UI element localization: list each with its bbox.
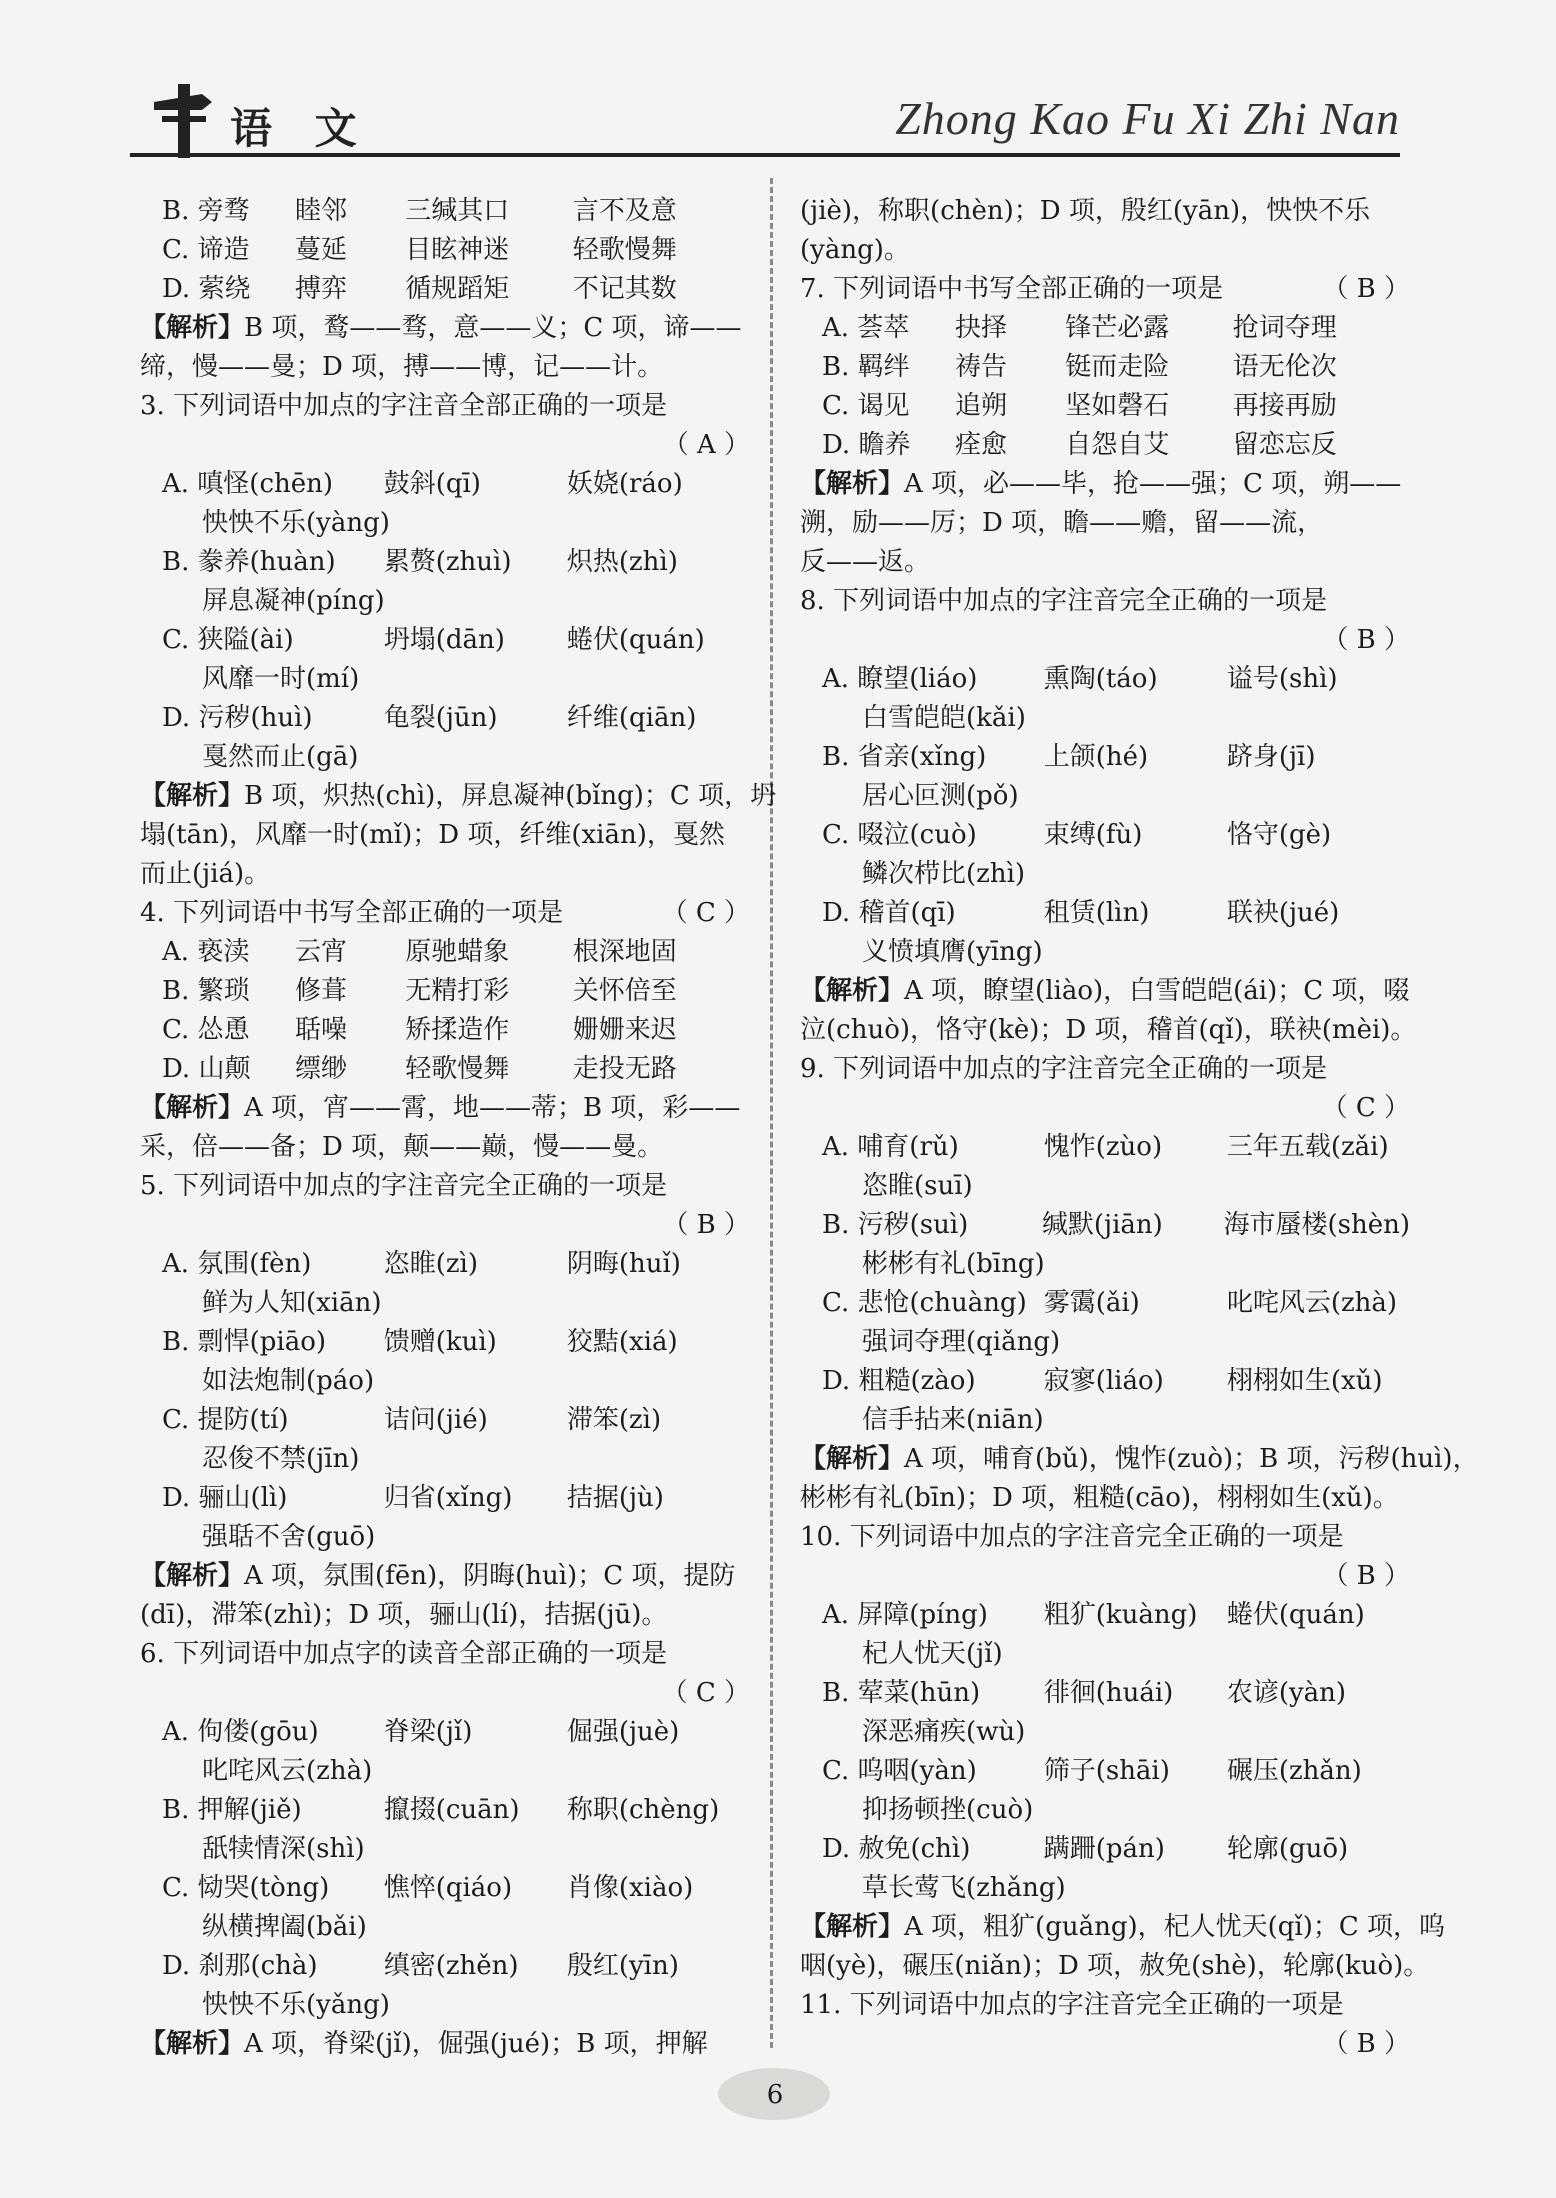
option-row [140, 699, 750, 738]
option-continuation: 深恶痛疾(wù) [862, 1717, 1026, 1747]
option-row [800, 348, 1410, 387]
explanation-line [800, 465, 1410, 504]
option-cell: 留恋忘反 [1232, 430, 1337, 460]
option-cell: A. 嗔怪(chēn) [162, 469, 334, 499]
option-row [140, 1713, 750, 1752]
text-line: 溯，励——厉；D 项，瞻——赡，留——流， [800, 508, 1324, 538]
option-cell: 联袂(jué) [1226, 898, 1340, 928]
option-continuation: 恣睢(suī) [862, 1171, 973, 1201]
option-cell: D. 山颠 [162, 1054, 251, 1084]
option-cell: 殷红(yīn) [566, 1951, 679, 1981]
option-cell: 矫揉造作 [405, 1015, 510, 1045]
option-cell: 妖娆(ráo) [566, 469, 683, 499]
option-cell: 聒噪 [294, 1015, 347, 1045]
answer-key: （ B ） [1322, 1561, 1410, 1591]
option-cell: 自怨自艾 [1065, 430, 1170, 460]
option-cell: B. 繁琐 [162, 976, 250, 1006]
option-cell: 馈赠(kuì) [383, 1327, 497, 1357]
option-continuation: 叱咤风云(zhà) [202, 1756, 373, 1786]
option-cell: 徘徊(huái) [1043, 1678, 1174, 1708]
option-continuation: 忍俊不禁(jīn) [202, 1444, 360, 1474]
option-row [140, 465, 750, 504]
text-line: 咽(yè)，碾压(niǎn)；D 项，赦免(shè)，轮廓(kuò)。 [800, 1951, 1430, 1981]
option-cell: 称职(chèng) [566, 1795, 720, 1825]
option-row [800, 1596, 1410, 1635]
option-cell: 祷告 [954, 352, 1007, 382]
option-row [140, 543, 750, 582]
option-cell: D. 污秽(huì) [162, 703, 313, 733]
option-cell: 三缄其口 [405, 196, 510, 226]
option-cell: 修葺 [294, 976, 347, 1006]
option-cell: B. 污秽(suì) [822, 1210, 969, 1240]
option-cell: 海市蜃楼(shèn) [1223, 1210, 1410, 1240]
option-cell: A. 屏障(píng) [822, 1600, 988, 1630]
option-continuation: 杞人忧天(jǐ) [862, 1639, 1003, 1669]
option-cell: 束缚(fù) [1043, 820, 1143, 850]
text-line: 反——返。 [800, 547, 931, 577]
option-cell: B. 省亲(xǐng) [822, 742, 987, 772]
option-cell: 纤维(qiān) [566, 703, 697, 733]
option-cell: 关怀倍至 [572, 976, 677, 1006]
option-cell: 走投无路 [572, 1054, 677, 1084]
option-cell: 抉择 [954, 313, 1007, 343]
option-cell: 不记其数 [572, 274, 677, 304]
option-row [800, 1830, 1410, 1869]
question-stem: 8. 下列词语中加点的字注音完全正确的一项是 [800, 586, 1328, 616]
option-row [800, 894, 1410, 933]
option-continuation: 屏息凝神(píng) [202, 586, 385, 616]
explanation-text: A 项，粗犷(guǎng)，杞人忧天(qǐ)；C 项，呜 [904, 1912, 1446, 1942]
explanation-tag: 【解析】 [140, 313, 245, 343]
option-cell: 蜷伏(quán) [566, 625, 705, 655]
option-cell: 云宵 [294, 937, 347, 967]
text-line: 缔，慢——曼；D 项，搏——博，记——计。 [140, 352, 664, 382]
option-row [140, 1869, 750, 1908]
option-cell: 语无伦次 [1232, 352, 1337, 382]
option-cell: 锋芒必露 [1065, 313, 1170, 343]
option-cell: 租赁(lìn) [1043, 898, 1150, 928]
series-title: Zhong Kao Fu Xi Zhi Nan [895, 93, 1400, 144]
option-row [140, 933, 750, 972]
option-cell: C. 谛造 [162, 235, 250, 265]
option-continuation: 戛然而止(gā) [202, 742, 359, 772]
option-row [140, 270, 750, 309]
option-cell: 龟裂(jūn) [383, 703, 498, 733]
option-cell: A. 瞭望(liáo) [822, 664, 978, 694]
option-cell: 轮廓(guō) [1226, 1834, 1349, 1864]
option-row [140, 1050, 750, 1089]
question-stem [140, 894, 750, 933]
option-cell: D. 瞻养 [822, 430, 911, 460]
signpost-logo-icon [152, 80, 216, 160]
option-cell: 缥缈 [294, 1054, 347, 1084]
explanation-tag: 【解析】 [140, 781, 245, 811]
explanation-text: A 项，宵——霄，地——蒂；B 项，彩—— [244, 1093, 741, 1123]
explanation-line [800, 972, 1410, 1011]
text-line: (jiè)，称职(chèn)；D 项，殷红(yān)，怏怏不乐 [800, 196, 1371, 226]
option-cell: 轻歌慢舞 [405, 1054, 510, 1084]
option-continuation: 如法炮制(páo) [202, 1366, 375, 1396]
option-continuation: 抑扬顿挫(cuò) [862, 1795, 1034, 1825]
option-cell: 拮据(jù) [566, 1483, 664, 1513]
option-cell: 炽热(zhì) [566, 547, 678, 577]
text-line: 泣(chuò)，恪守(kè)；D 项，稽首(qǐ)，联袂(mèi)。 [800, 1015, 1417, 1045]
option-cell: 缄默(jiān) [1041, 1210, 1163, 1240]
explanation-line [140, 777, 777, 816]
explanation-line [140, 1089, 750, 1128]
explanation-text: B 项，鹜——骛，意——义；C 项，谛—— [244, 313, 742, 343]
option-cell: 归省(xǐng) [383, 1483, 513, 1513]
option-row [140, 1323, 750, 1362]
option-cell: B. 旁骛 [162, 196, 250, 226]
option-row [800, 738, 1410, 777]
option-cell: 缜密(zhěn) [383, 1951, 519, 1981]
option-cell: D. 刹那(chà) [162, 1951, 318, 1981]
option-cell: 睦邻 [294, 196, 347, 226]
option-row [140, 1245, 750, 1284]
answer-key-line [140, 426, 750, 465]
option-row [800, 1752, 1410, 1791]
header-rule [130, 153, 1400, 157]
option-cell: 跻身(jī) [1226, 742, 1316, 772]
option-cell: 雾霭(ǎi) [1043, 1288, 1140, 1318]
answer-key: （ B ） [1322, 274, 1410, 304]
question-text: 4. 下列词语中书写全部正确的一项是 [140, 898, 564, 928]
option-row [140, 621, 750, 660]
explanation-text: A 项，脊梁(jǐ)，倔强(jué)；B 项，押解 [244, 2029, 708, 2059]
option-continuation: 强聒不舍(guō) [202, 1522, 376, 1552]
option-cell: B. 豢养(huàn) [162, 547, 336, 577]
option-cell: 三年五载(zǎi) [1226, 1132, 1389, 1162]
option-continuation: 鲜为人知(xiān) [202, 1288, 382, 1318]
option-cell: A. 氛围(fèn) [162, 1249, 312, 1279]
option-row [800, 660, 1410, 699]
explanation-line [800, 1440, 1479, 1479]
answer-key-line [140, 1206, 750, 1245]
question-stem: 10. 下列词语中加点的字注音完全正确的一项是 [800, 1522, 1344, 1552]
option-cell: D. 赦免(chì) [822, 1834, 971, 1864]
option-continuation: 风靡一时(mí) [202, 664, 360, 694]
option-cell: B. 荤菜(hūn) [822, 1678, 981, 1708]
answer-key: （ B ） [1322, 2029, 1410, 2059]
answer-key: （ A ） [662, 430, 750, 460]
option-continuation: 草长莺飞(zhǎng) [862, 1873, 1066, 1903]
option-cell: B. 剽悍(piāo) [162, 1327, 327, 1357]
text-line: 塌(tān)，风靡一时(mǐ)；D 项，纤维(xiān)，戛然 [140, 820, 725, 850]
option-row [140, 1011, 750, 1050]
option-cell: A. 佝偻(gōu) [162, 1717, 319, 1747]
option-cell: 倔强(juè) [566, 1717, 680, 1747]
right-column [800, 192, 1479, 2064]
option-cell: C. 狭隘(ài) [162, 625, 294, 655]
option-continuation: 纵横捭阖(bǎi) [202, 1912, 367, 1942]
text-line: (yàng)。 [800, 235, 910, 265]
option-cell: C. 啜泣(cuò) [822, 820, 977, 850]
option-cell: D. 粗糙(zào) [822, 1366, 976, 1396]
option-cell: C. 谒见 [822, 391, 910, 421]
option-cell: 蔓延 [294, 235, 347, 265]
explanation-tag: 【解析】 [800, 1444, 905, 1474]
explanation-line [140, 309, 750, 348]
option-continuation: 舐犊情深(shì) [202, 1834, 365, 1864]
option-cell: 憔悴(qiáo) [383, 1873, 513, 1903]
explanation-line [140, 1557, 750, 1596]
option-cell: 阴晦(huǐ) [566, 1249, 681, 1279]
option-continuation: 信手拈来(niān) [862, 1405, 1044, 1435]
option-row [800, 426, 1410, 465]
option-cell: 寂寥(liáo) [1043, 1366, 1164, 1396]
option-cell: 恣睢(zì) [383, 1249, 479, 1279]
option-cell: 铤而走险 [1065, 352, 1170, 382]
option-cell: A. 哺育(rǔ) [822, 1132, 959, 1162]
option-cell: 言不及意 [572, 196, 677, 226]
option-row [800, 1362, 1410, 1401]
left-column [140, 192, 777, 2064]
explanation-text: B 项，炽热(chì)，屏息凝神(bǐng)；C 项，坍 [244, 781, 777, 811]
option-row [140, 192, 750, 231]
answer-key: （ C ） [661, 898, 750, 928]
option-continuation: 强词夺理(qiǎng) [862, 1327, 1061, 1357]
option-cell: D. 稽首(qī) [822, 898, 956, 928]
explanation-line [800, 1908, 1446, 1947]
text-line: 采，倍——备；D 项，颠——巅，慢——曼。 [140, 1132, 664, 1162]
option-cell: B. 押解(jiě) [162, 1795, 302, 1825]
option-continuation: 彬彬有礼(bīng) [862, 1249, 1045, 1279]
subject-title: 语 文 [230, 104, 371, 153]
option-cell: 目眩神迷 [405, 235, 510, 265]
explanation-tag: 【解析】 [140, 2029, 245, 2059]
question-text: 7. 下列词语中书写全部正确的一项是 [800, 274, 1224, 304]
option-cell: 肖像(xiào) [566, 1873, 694, 1903]
option-cell: 农谚(yàn) [1226, 1678, 1347, 1708]
option-cell: D. 骊山(lì) [162, 1483, 288, 1513]
option-cell: 筛子(shāi) [1043, 1756, 1170, 1786]
answer-key-line [800, 1557, 1410, 1596]
question-stem: 9. 下列词语中加点的字注音完全正确的一项是 [800, 1054, 1328, 1084]
option-cell: 栩栩如生(xǔ) [1226, 1366, 1383, 1396]
option-cell: 搏弈 [294, 274, 347, 304]
option-row [800, 816, 1410, 855]
option-cell: 坍塌(dān) [383, 625, 505, 655]
answer-key-line [800, 2025, 1410, 2064]
option-row [800, 309, 1410, 348]
option-continuation: 居心叵测(pǒ) [862, 781, 1019, 811]
option-cell: B. 羁绊 [822, 352, 910, 382]
option-cell: 叱咤风云(zhà) [1226, 1288, 1398, 1318]
option-cell: 碾压(zhǎn) [1226, 1756, 1362, 1786]
option-cell: 诘问(jié) [383, 1405, 488, 1435]
explanation-text: A 项，瞭望(liào)，白雪皑皑(ái)；C 项，啜 [904, 976, 1410, 1006]
explanation-text: A 项，必——毕，抢——强；C 项，朔—— [904, 469, 1402, 499]
option-cell: 熏陶(táo) [1043, 664, 1158, 694]
option-row [140, 1791, 750, 1830]
answer-key-line [140, 1674, 750, 1713]
option-continuation: 白雪皑皑(kǎi) [862, 703, 1026, 733]
explanation-text: A 项，氛围(fēn)，阴晦(huì)；C 项，提防 [244, 1561, 736, 1591]
option-cell: 谥号(shì) [1226, 664, 1338, 694]
option-cell: C. 提防(tí) [162, 1405, 289, 1435]
page-number: 6 [766, 2080, 784, 2110]
option-cell: 姗姗来迟 [572, 1015, 677, 1045]
option-row [800, 1284, 1410, 1323]
answer-key-line [800, 1089, 1410, 1128]
option-cell: D. 萦绕 [162, 274, 251, 304]
option-row [800, 1128, 1410, 1167]
option-row [140, 231, 750, 270]
explanation-line [140, 2025, 750, 2064]
option-cell: 追朔 [954, 391, 1007, 421]
option-cell: 狡黠(xiá) [566, 1327, 678, 1357]
option-cell: 根深地固 [572, 937, 677, 967]
question-stem [800, 270, 1410, 309]
option-cell: 坚如磬石 [1065, 391, 1170, 421]
text-line: 而止(jiá)。 [140, 859, 271, 889]
option-continuation: 义愤填膺(yīng) [862, 937, 1043, 967]
option-cell: 轻歌慢舞 [572, 235, 677, 265]
option-cell: 原驰蜡象 [405, 937, 510, 967]
page-header [130, 70, 1400, 162]
option-cell: 鼓斜(qī) [383, 469, 481, 499]
option-cell: A. 荟萃 [822, 313, 910, 343]
option-cell: 循规蹈矩 [405, 274, 510, 304]
option-cell: A. 亵渎 [162, 937, 250, 967]
answer-key-line [800, 621, 1410, 660]
option-cell: 攛掇(cuān) [383, 1795, 520, 1825]
option-cell: C. 悲怆(chuàng) [822, 1288, 1027, 1318]
question-stem: 11. 下列词语中加点的字注音完全正确的一项是 [800, 1990, 1344, 2020]
option-continuation: 怏怏不乐(yàng) [202, 508, 390, 538]
option-continuation: 鳞次栉比(zhì) [862, 859, 1026, 889]
question-stem: 6. 下列词语中加点字的读音全部正确的一项是 [140, 1639, 668, 1669]
answer-key: （ B ） [662, 1210, 750, 1240]
option-continuation: 怏怏不乐(yǎng) [202, 1990, 390, 2020]
explanation-tag: 【解析】 [800, 469, 905, 499]
explanation-text: A 项，哺育(bǔ)，愧怍(zuò)；B 项，污秽(huì)， [904, 1444, 1479, 1474]
option-cell: 抢词夺理 [1232, 313, 1337, 343]
option-cell: 上颌(hé) [1043, 742, 1149, 772]
answer-key: （ C ） [661, 1678, 750, 1708]
answer-key: （ B ） [1322, 625, 1410, 655]
option-row [140, 1479, 750, 1518]
option-cell: 痊愈 [954, 430, 1007, 460]
explanation-tag: 【解析】 [800, 976, 905, 1006]
option-cell: 愧怍(zùo) [1043, 1132, 1163, 1162]
option-row [800, 387, 1410, 426]
option-cell: C. 怂恿 [162, 1015, 250, 1045]
option-cell: 再接再励 [1232, 391, 1337, 421]
option-cell: 恪守(gè) [1226, 820, 1332, 850]
option-cell: 蹒跚(pán) [1043, 1834, 1165, 1864]
option-cell: 蜷伏(quán) [1226, 1600, 1365, 1630]
option-row [800, 1206, 1410, 1245]
column-divider [770, 178, 773, 2048]
option-cell: C. 呜咽(yàn) [822, 1756, 977, 1786]
text-line: 彬彬有礼(bīn)；D 项，粗糙(cāo)，栩栩如生(xǔ)。 [800, 1483, 1399, 1513]
question-stem: 5. 下列词语中加点的字注音完全正确的一项是 [140, 1171, 668, 1201]
explanation-tag: 【解析】 [140, 1093, 245, 1123]
option-cell: 滞笨(zì) [566, 1405, 662, 1435]
option-cell: 粗犷(kuàng) [1043, 1600, 1198, 1630]
explanation-tag: 【解析】 [140, 1561, 245, 1591]
explanation-tag: 【解析】 [800, 1912, 905, 1942]
option-row [800, 1674, 1410, 1713]
option-cell: 累赘(zhuì) [383, 547, 512, 577]
option-row [140, 972, 750, 1011]
option-cell: 无精打彩 [405, 976, 510, 1006]
answer-key: （ C ） [1321, 1093, 1410, 1123]
option-cell: C. 恸哭(tòng) [162, 1873, 330, 1903]
question-stem: 3. 下列词语中加点的字注音全部正确的一项是 [140, 391, 668, 421]
text-line: (dī)，滞笨(zhì)；D 项，骊山(lí)，拮据(jū)。 [140, 1600, 668, 1630]
option-row [140, 1401, 750, 1440]
option-row [140, 1947, 750, 1986]
option-cell: 脊梁(jǐ) [383, 1717, 473, 1747]
